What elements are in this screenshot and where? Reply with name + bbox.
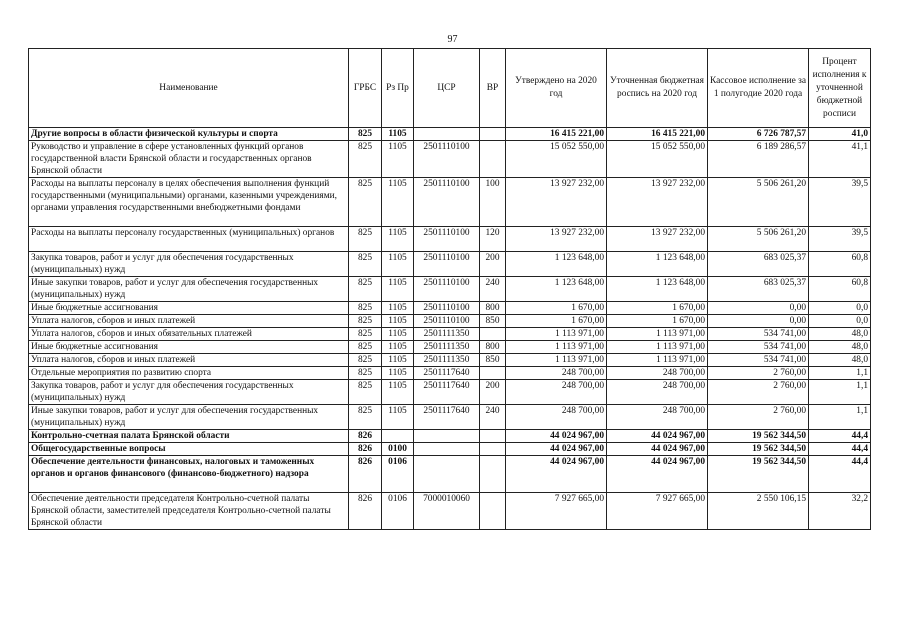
cell-approved: 1 670,00 (506, 315, 607, 328)
cell-approved: 1 670,00 (506, 302, 607, 315)
cell-name: Обеспечение деятельности финансовых, налоговых и таможенных органов и органов финансового (финансово-бюджетного) надзора (29, 456, 349, 493)
table-row (29, 405, 871, 430)
cell-name: Уплата налогов, сборов и иных платежей (29, 354, 349, 367)
cell-csr (414, 128, 480, 141)
cell-csr: 2501110100 (414, 178, 480, 227)
cell-percent: 39,5 (809, 227, 871, 252)
cell-csr: 2501117640 (414, 380, 480, 405)
cell-approved: 7 927 665,00 (506, 493, 607, 530)
cell-vr (480, 328, 506, 341)
cell-csr: 2501111350 (414, 328, 480, 341)
cell-rzpr: 1105 (382, 141, 414, 178)
table-row (29, 315, 871, 328)
col-header-csr: ЦСР (414, 49, 480, 128)
cell-cash: 534 741,00 (708, 328, 809, 341)
cell-refined: 1 123 648,00 (607, 277, 708, 302)
cell-grbs: 825 (349, 341, 382, 354)
cell-cash: 2 550 106,15 (708, 493, 809, 530)
col-header-name: Наименование (29, 49, 349, 128)
cell-refined: 1 670,00 (607, 315, 708, 328)
cell-csr: 2501110100 (414, 302, 480, 315)
cell-cash: 683 025,37 (708, 277, 809, 302)
cell-percent: 44,4 (809, 430, 871, 443)
cell-refined: 15 052 550,00 (607, 141, 708, 178)
cell-cash: 0,00 (708, 302, 809, 315)
table-row (29, 354, 871, 367)
cell-percent: 41,1 (809, 141, 871, 178)
cell-vr: 200 (480, 252, 506, 277)
cell-csr: 7000010060 (414, 493, 480, 530)
cell-name: Расходы на выплаты персоналу государственных (муниципальных) органов (29, 227, 349, 252)
cell-grbs: 825 (349, 328, 382, 341)
cell-refined: 13 927 232,00 (607, 227, 708, 252)
cell-csr: 2501110100 (414, 315, 480, 328)
cell-refined: 1 113 971,00 (607, 328, 708, 341)
cell-cash: 19 562 344,50 (708, 456, 809, 493)
cell-name: Руководство и управление в сфере установленных функций органов государственной власти Брянской области и государственных органов Брянской области (29, 141, 349, 178)
cell-vr (480, 430, 506, 443)
cell-grbs: 826 (349, 443, 382, 456)
cell-rzpr: 1105 (382, 405, 414, 430)
cell-csr: 2501110100 (414, 277, 480, 302)
table-header-row (29, 49, 871, 128)
cell-name: Закупка товаров, работ и услуг для обеспечения государственных (муниципальных) нужд (29, 252, 349, 277)
cell-csr: 2501117640 (414, 405, 480, 430)
cell-rzpr: 1105 (382, 315, 414, 328)
cell-percent: 1,1 (809, 380, 871, 405)
cell-name: Обеспечение деятельности председателя Контрольно-счетной палаты Брянской области, заместителей председателя Контрольно-счетной палаты Брянской области (29, 493, 349, 530)
table-row (29, 443, 871, 456)
cell-name: Отдельные мероприятия по развитию спорта (29, 367, 349, 380)
cell-refined: 1 123 648,00 (607, 252, 708, 277)
cell-vr: 120 (480, 227, 506, 252)
col-header-grbs: ГРБС (349, 49, 382, 128)
cell-approved: 1 113 971,00 (506, 354, 607, 367)
cell-percent: 1,1 (809, 405, 871, 430)
cell-cash: 5 506 261,20 (708, 227, 809, 252)
cell-percent: 44,4 (809, 456, 871, 493)
page-number: 97 (447, 34, 458, 45)
cell-name: Другие вопросы в области физической культуры и спорта (29, 128, 349, 141)
cell-approved: 1 113 971,00 (506, 328, 607, 341)
cell-grbs: 825 (349, 141, 382, 178)
cell-name: Иные закупки товаров, работ и услуг для обеспечения государственных (муниципальных) нужд (29, 405, 349, 430)
cell-percent: 48,0 (809, 354, 871, 367)
cell-refined: 44 024 967,00 (607, 456, 708, 493)
table-row (29, 328, 871, 341)
cell-csr: 2501111350 (414, 354, 480, 367)
cell-rzpr: 0100 (382, 443, 414, 456)
cell-vr (480, 367, 506, 380)
cell-percent: 0,0 (809, 302, 871, 315)
cell-grbs: 825 (349, 302, 382, 315)
cell-rzpr: 1105 (382, 227, 414, 252)
cell-rzpr: 1105 (382, 328, 414, 341)
col-header-rzpr: Рз Пр (382, 49, 414, 128)
table-row (29, 493, 871, 530)
cell-grbs: 826 (349, 493, 382, 530)
cell-cash: 5 506 261,20 (708, 178, 809, 227)
cell-rzpr: 1105 (382, 252, 414, 277)
cell-approved: 248 700,00 (506, 405, 607, 430)
cell-vr: 800 (480, 341, 506, 354)
cell-grbs: 825 (349, 128, 382, 141)
cell-cash: 0,00 (708, 315, 809, 328)
cell-rzpr: 1105 (382, 367, 414, 380)
table-row (29, 128, 871, 141)
cell-cash: 19 562 344,50 (708, 443, 809, 456)
cell-approved: 1 113 971,00 (506, 341, 607, 354)
cell-name: Уплата налогов, сборов и иных обязательных платежей (29, 328, 349, 341)
cell-grbs: 825 (349, 315, 382, 328)
cell-percent: 48,0 (809, 328, 871, 341)
cell-csr: 2501111350 (414, 341, 480, 354)
cell-percent: 48,0 (809, 341, 871, 354)
cell-name: Расходы на выплаты персоналу в целях обеспечения выполнения функций государственными (муниципальными) органами, казенными учреждениями, органами управления государственными внебюджетными фондами (29, 178, 349, 227)
table-row (29, 430, 871, 443)
cell-percent: 1,1 (809, 367, 871, 380)
cell-grbs: 825 (349, 277, 382, 302)
cell-grbs: 825 (349, 178, 382, 227)
cell-cash: 6 726 787,57 (708, 128, 809, 141)
cell-csr (414, 443, 480, 456)
col-header-percent: Процент исполнения к уточненной бюджетной росписи (809, 49, 871, 128)
cell-name: Иные закупки товаров, работ и услуг для обеспечения государственных (муниципальных) нужд (29, 277, 349, 302)
col-header-approved: Утверждено на 2020 год (506, 49, 607, 128)
cell-rzpr: 1105 (382, 354, 414, 367)
cell-rzpr: 1105 (382, 128, 414, 141)
table-row (29, 341, 871, 354)
cell-csr: 2501110100 (414, 141, 480, 178)
cell-percent: 39,5 (809, 178, 871, 227)
table-row (29, 302, 871, 315)
cell-refined: 13 927 232,00 (607, 178, 708, 227)
cell-csr: 2501110100 (414, 227, 480, 252)
cell-percent: 0,0 (809, 315, 871, 328)
cell-approved: 1 123 648,00 (506, 277, 607, 302)
cell-percent: 60,8 (809, 277, 871, 302)
cell-percent: 41,0 (809, 128, 871, 141)
cell-name: Общегосударственные вопросы (29, 443, 349, 456)
cell-approved: 44 024 967,00 (506, 456, 607, 493)
cell-csr (414, 430, 480, 443)
cell-refined: 44 024 967,00 (607, 430, 708, 443)
cell-rzpr: 1105 (382, 341, 414, 354)
cell-grbs: 825 (349, 380, 382, 405)
cell-rzpr: 1105 (382, 380, 414, 405)
cell-vr (480, 141, 506, 178)
table-row (29, 252, 871, 277)
cell-approved: 248 700,00 (506, 367, 607, 380)
cell-refined: 16 415 221,00 (607, 128, 708, 141)
cell-name: Иные бюджетные ассигнования (29, 302, 349, 315)
table-row (29, 178, 871, 227)
cell-vr: 850 (480, 354, 506, 367)
cell-approved: 16 415 221,00 (506, 128, 607, 141)
cell-rzpr (382, 430, 414, 443)
cell-refined: 1 670,00 (607, 302, 708, 315)
cell-refined: 248 700,00 (607, 405, 708, 430)
cell-vr (480, 128, 506, 141)
cell-grbs: 826 (349, 456, 382, 493)
cell-vr: 100 (480, 178, 506, 227)
cell-cash: 2 760,00 (708, 405, 809, 430)
cell-cash: 683 025,37 (708, 252, 809, 277)
cell-rzpr: 0106 (382, 456, 414, 493)
cell-approved: 13 927 232,00 (506, 178, 607, 227)
cell-approved: 13 927 232,00 (506, 227, 607, 252)
cell-cash: 2 760,00 (708, 367, 809, 380)
cell-rzpr: 1105 (382, 277, 414, 302)
col-header-vr: ВР (480, 49, 506, 128)
cell-grbs: 826 (349, 430, 382, 443)
cell-vr: 240 (480, 405, 506, 430)
table-row (29, 227, 871, 252)
col-header-cash: Кассовое исполнение за 1 полугодие 2020 года (708, 49, 809, 128)
cell-percent: 60,8 (809, 252, 871, 277)
cell-cash: 6 189 286,57 (708, 141, 809, 178)
cell-refined: 1 113 971,00 (607, 341, 708, 354)
cell-grbs: 825 (349, 227, 382, 252)
cell-refined: 248 700,00 (607, 367, 708, 380)
table-row (29, 277, 871, 302)
cell-vr: 200 (480, 380, 506, 405)
cell-rzpr: 0106 (382, 493, 414, 530)
cell-grbs: 825 (349, 252, 382, 277)
table-row (29, 141, 871, 178)
cell-vr: 240 (480, 277, 506, 302)
cell-rzpr: 1105 (382, 302, 414, 315)
cell-csr (414, 456, 480, 493)
table-row (29, 367, 871, 380)
cell-cash: 534 741,00 (708, 354, 809, 367)
cell-cash: 2 760,00 (708, 380, 809, 405)
cell-cash: 534 741,00 (708, 341, 809, 354)
col-header-refined: Уточненная бюджетная роспись на 2020 год (607, 49, 708, 128)
cell-cash: 19 562 344,50 (708, 430, 809, 443)
cell-name: Закупка товаров, работ и услуг для обеспечения государственных (муниципальных) нужд (29, 380, 349, 405)
table-row (29, 456, 871, 493)
cell-vr (480, 443, 506, 456)
table-row (29, 380, 871, 405)
cell-name: Уплата налогов, сборов и иных платежей (29, 315, 349, 328)
cell-approved: 44 024 967,00 (506, 443, 607, 456)
budget-table (28, 48, 871, 530)
cell-refined: 7 927 665,00 (607, 493, 708, 530)
cell-grbs: 825 (349, 354, 382, 367)
cell-percent: 32,2 (809, 493, 871, 530)
cell-refined: 248 700,00 (607, 380, 708, 405)
cell-csr: 2501110100 (414, 252, 480, 277)
cell-refined: 1 113 971,00 (607, 354, 708, 367)
cell-grbs: 825 (349, 405, 382, 430)
cell-vr (480, 456, 506, 493)
cell-rzpr: 1105 (382, 178, 414, 227)
cell-refined: 44 024 967,00 (607, 443, 708, 456)
cell-name: Иные бюджетные ассигнования (29, 341, 349, 354)
cell-grbs: 825 (349, 367, 382, 380)
cell-approved: 1 123 648,00 (506, 252, 607, 277)
cell-vr: 800 (480, 302, 506, 315)
cell-vr (480, 493, 506, 530)
cell-csr: 2501117640 (414, 367, 480, 380)
cell-approved: 44 024 967,00 (506, 430, 607, 443)
cell-vr: 850 (480, 315, 506, 328)
cell-percent: 44,4 (809, 443, 871, 456)
cell-approved: 248 700,00 (506, 380, 607, 405)
cell-approved: 15 052 550,00 (506, 141, 607, 178)
cell-name: Контрольно-счетная палата Брянской области (29, 430, 349, 443)
